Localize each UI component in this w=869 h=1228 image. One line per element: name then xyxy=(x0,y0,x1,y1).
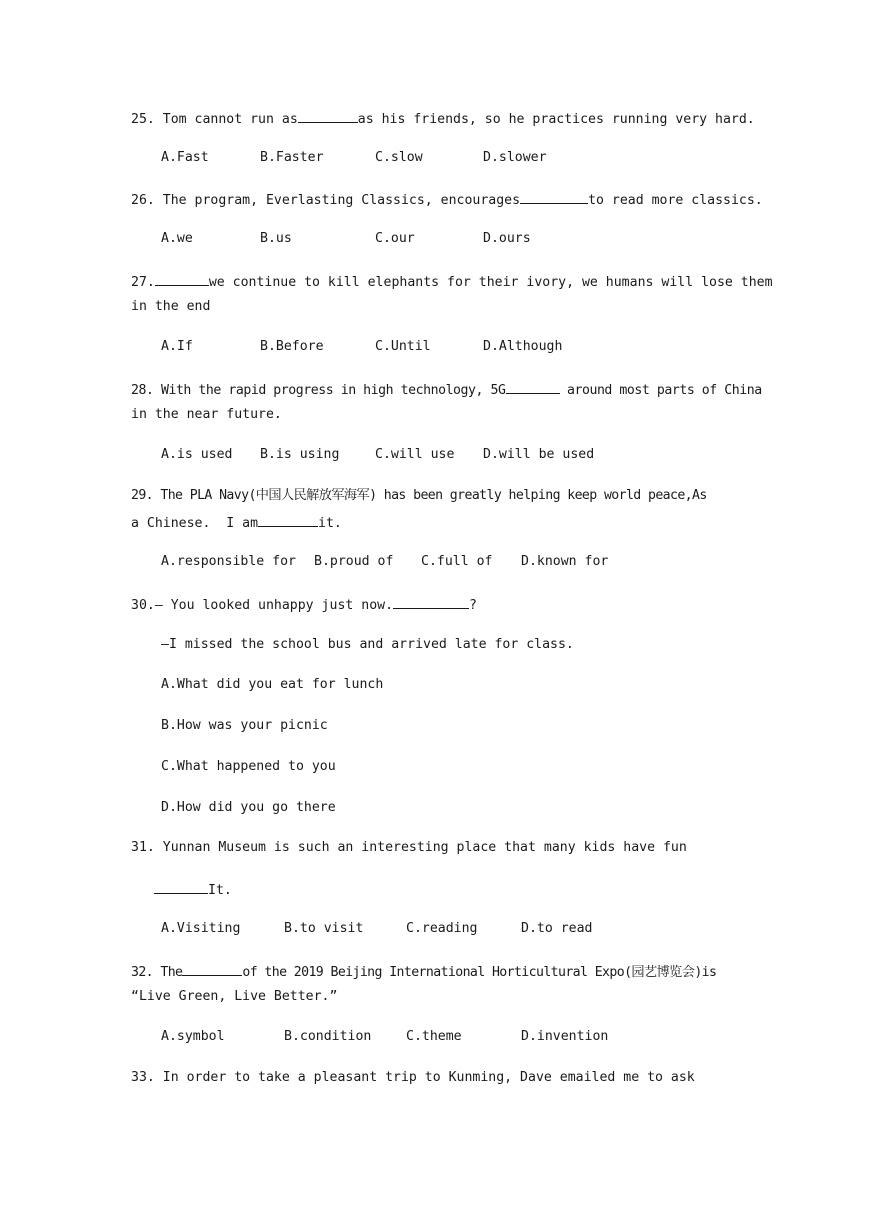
question-27 xyxy=(131,272,773,292)
dialogue-reply: —I missed the school bus and arrived late for class. xyxy=(161,637,574,652)
option-a: A.symbol xyxy=(161,1029,225,1044)
option-a: A.Visiting xyxy=(161,921,241,936)
question-32-continuation: “Live Green, Live Better.” xyxy=(131,989,338,1004)
question-30 xyxy=(131,595,477,615)
option-b: B.How was your picnic xyxy=(161,718,328,733)
question-number: 26. xyxy=(131,193,155,208)
option-d: D.ours xyxy=(483,231,531,246)
option-b: B.is using xyxy=(260,447,340,462)
question-28-continuation: in the near future. xyxy=(131,407,282,422)
option-d: D.invention xyxy=(521,1029,609,1044)
question-33 xyxy=(131,1069,695,1087)
answer-blank xyxy=(393,595,469,609)
question-31 xyxy=(131,839,687,857)
question-text: In order to take a pleasant trip to Kunming, Dave emailed me to ask xyxy=(162,1070,695,1085)
option-b: B.condition xyxy=(284,1029,372,1044)
option-d: D.Although xyxy=(483,339,563,354)
option-a: A.responsible for xyxy=(161,554,296,569)
option-c: C.full of xyxy=(421,554,493,569)
answer-blank xyxy=(520,190,588,204)
option-a: A.Fast xyxy=(161,150,209,165)
question-number: 33. xyxy=(131,1070,155,1085)
answer-blank xyxy=(258,513,318,527)
answer-blank xyxy=(182,962,242,976)
option-d: D.slower xyxy=(483,150,547,165)
question-25 xyxy=(131,109,755,129)
question-text: — You looked unhappy just now. xyxy=(154,598,394,613)
option-a: A.If xyxy=(161,339,193,354)
question-27-continuation: in the end xyxy=(131,299,211,314)
option-a: A.What did you eat for lunch xyxy=(161,677,384,692)
option-d: D.How did you go there xyxy=(161,800,336,815)
option-b: B.Faster xyxy=(260,150,324,165)
question-text: Tom cannot run as xyxy=(162,112,298,127)
answer-blank xyxy=(155,272,209,286)
question-32 xyxy=(131,962,716,982)
question-26 xyxy=(131,190,763,210)
answer-blank xyxy=(298,109,358,123)
option-c: C.What happened to you xyxy=(161,759,336,774)
option-b: B.to visit xyxy=(284,921,364,936)
question-31-continuation xyxy=(154,880,232,900)
option-b: B.Before xyxy=(260,339,324,354)
question-text: we continue to kill elephants for their ivory, we humans will lose them xyxy=(208,275,773,290)
answer-blank xyxy=(506,380,560,394)
question-number: 27. xyxy=(131,275,155,290)
option-c: C.reading xyxy=(406,921,478,936)
question-text: The program, Everlasting Classics, encourages xyxy=(162,193,521,208)
option-c: C.will use xyxy=(375,447,455,462)
question-text: a Chinese. I am xyxy=(131,516,259,531)
option-b: B.us xyxy=(260,231,292,246)
question-text: ? xyxy=(469,598,477,613)
question-number: 32. xyxy=(131,965,154,980)
question-text: It. xyxy=(208,883,232,898)
question-29-continuation xyxy=(131,513,342,533)
question-number: 28. xyxy=(131,383,154,398)
question-text: The xyxy=(160,965,183,980)
question-text: it. xyxy=(318,516,342,531)
question-number: 29. xyxy=(131,488,154,503)
question-text: Yunnan Museum is such an interesting place that many kids have fun xyxy=(162,840,687,855)
question-number: 30. xyxy=(131,598,155,613)
option-a: A.is used xyxy=(161,447,233,462)
question-number: 31. xyxy=(131,840,155,855)
question-text: With the rapid progress in high technology, 5G xyxy=(160,383,506,398)
question-text: as his friends, so he practices running very hard. xyxy=(357,112,755,127)
option-a: A.we xyxy=(161,231,193,246)
option-b: B.proud of xyxy=(314,554,394,569)
question-28 xyxy=(131,380,762,400)
option-c: C.Until xyxy=(375,339,431,354)
option-d: D.will be used xyxy=(483,447,595,462)
question-number: 25. xyxy=(131,112,155,127)
option-c: C.our xyxy=(375,231,415,246)
option-d: D.known for xyxy=(521,554,609,569)
option-c: C.slow xyxy=(375,150,423,165)
answer-blank xyxy=(154,880,208,894)
question-text: around most parts of China xyxy=(559,383,762,398)
question-text: to read more classics. xyxy=(588,193,763,208)
question-29 xyxy=(131,487,707,505)
option-c: C.theme xyxy=(406,1029,462,1044)
option-d: D.to read xyxy=(521,921,593,936)
question-text: of the 2019 Beijing International Horticultural Expo(园艺博览会)is xyxy=(242,965,717,980)
question-text: The PLA Navy(中国人民解放军海军) has been greatly helping keep world peace,As xyxy=(160,488,707,503)
